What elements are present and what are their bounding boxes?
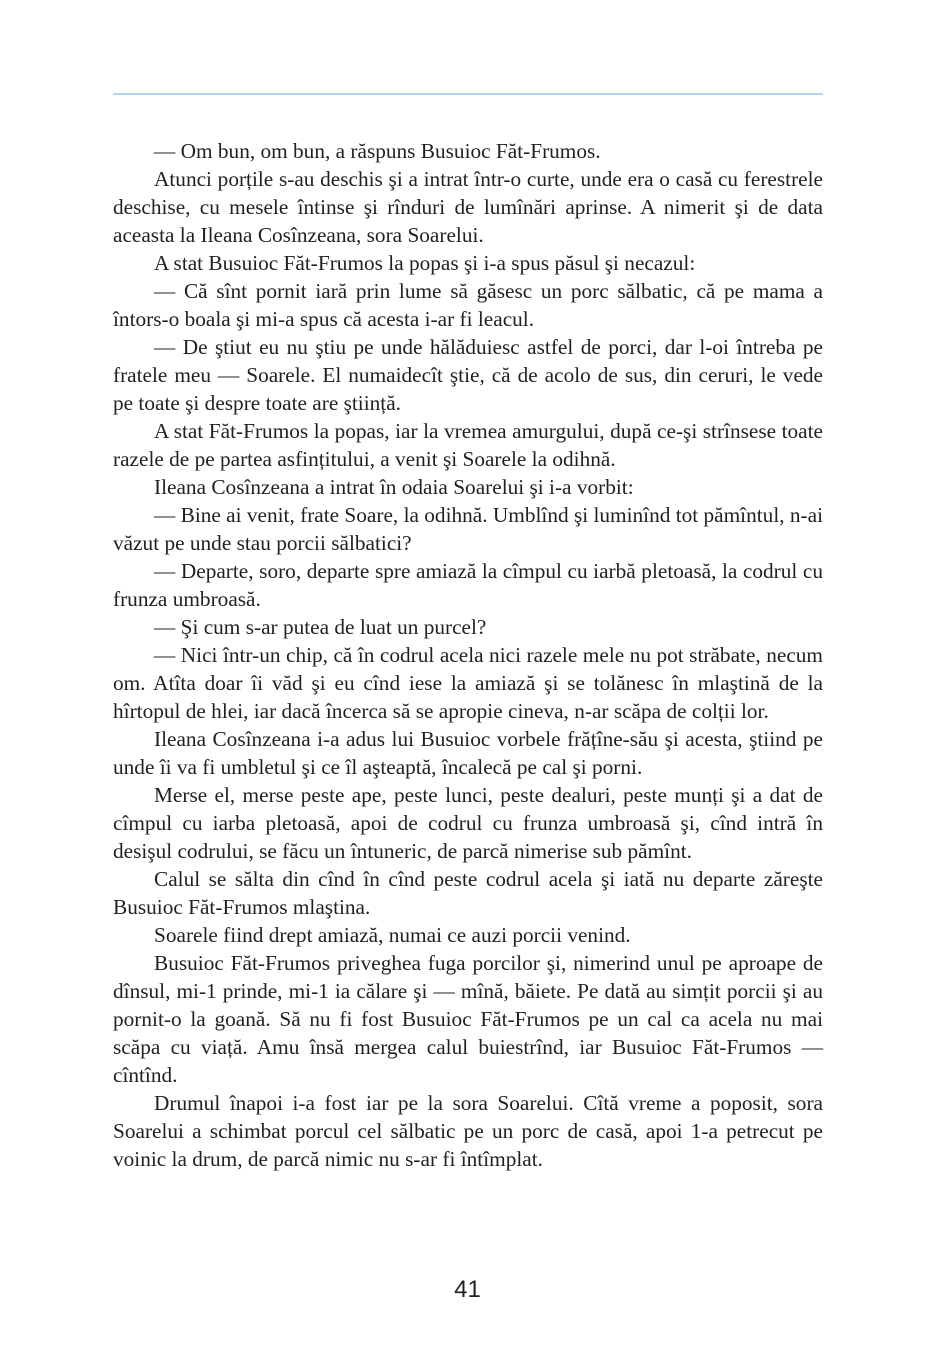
paragraph: Calul se sălta din cînd în cînd peste codrul acela şi iată nu departe zăreşte Busuioc Făt-Frumos mlaştina. [113, 867, 823, 919]
paragraph: — Bine ai venit, frate Soare, la odihnă. Umblînd şi luminînd tot pămîntul, n-ai văzut pe unde stau porcii sălbatici? [113, 503, 823, 555]
header-rule [113, 93, 823, 95]
paragraph: A stat Busuioc Făt-Frumos la popas şi i-a spus păsul şi necazul: [154, 251, 696, 275]
paragraph: Busuioc Făt-Frumos priveghea fuga porcilor şi, nimerind unul pe aproape de dînsul, mi-1 prinde, mi-1 ia călare şi — mînă, băiete. Pe dată au simțit porcii şi au pornit-o la goană. Să nu fi fost Busuioc Făt-Frumos pe un cal ca acela nu mai scăpa cu viață. Amu însă mergea calul buiestrînd, iar Busuioc Făt-Frumos — cîntînd. [113, 951, 823, 1087]
paragraph: A stat Făt-Frumos la popas, iar la vremea amurgului, după ce-şi strînsese toate razele de pe partea asfințitului, a venit şi Soarele la odihnă. [113, 419, 823, 471]
paragraph: Ileana Cosînzeana i-a adus lui Busuioc vorbele frățîne-său şi acesta, ştiind pe unde îi va fi umbletul şi ce îl aşteaptă, încalecă pe cal şi porni. [113, 727, 823, 779]
paragraph: — Că sînt pornit iară prin lume să găsesc un porc sălbatic, că pe mama a întors-o boala şi mi-a spus că acesta i-ar fi leacul. [113, 279, 823, 331]
paragraph: Atunci porțile s-au deschis şi a intrat într-o curte, unde era o casă cu ferestrele deschise, cu mesele întinse şi rînduri de lumînări aprinse. A nimerit şi de data aceasta la Ileana Cosînzeana, sora Soarelui. [113, 167, 823, 247]
paragraph: — Nici într-un chip, că în codrul acela nici razele mele nu pot străbate, necum om. Atîta doar îi văd şi eu cînd iese la amiază şi se tolănesc în mlaştină de la hîrtopul de hlei, iar dacă încerca să se apropie cineva, n-ar scăpa de colții lor. [113, 643, 823, 723]
page-number: 41 [454, 1276, 481, 1303]
paragraph: — De ştiut eu nu ştiu pe unde hălăduiesc astfel de porci, dar l-oi întreba pe fratele meu — Soarele. El numaidecît ştie, că de acolo de sus, din ceruri, le vede pe toate şi despre toate are ştiință. [113, 335, 823, 415]
paragraph: — Om bun, om bun, a răspuns Busuioc Făt-Frumos. [154, 139, 601, 163]
paragraph: Merse el, merse peste ape, peste lunci, peste dealuri, peste munți şi a dat de cîmpul cu iarba pletoasă, apoi de codrul cu frunza umbroasă şi, cînd intră în desişul codrului, se făcu un întuneric, de parcă nimerise sub pămînt. [113, 783, 823, 863]
paragraph: Ileana Cosînzeana a intrat în odaia Soarelui şi i-a vorbit: [154, 475, 634, 499]
paragraph: — Departe, soro, departe spre amiază la cîmpul cu iarbă pletoasă, la codrul cu frunza umbroasă. [113, 559, 823, 611]
paragraph: Soarele fiind drept amiază, numai ce auzi porcii venind. [154, 923, 631, 947]
paragraph: — Şi cum s-ar putea de luat un purcel? [154, 615, 487, 639]
body-text [113, 137, 823, 1173]
paragraph: Drumul înapoi i-a fost iar pe la sora Soarelui. Cîtă vreme a poposit, sora Soarelui a schimbat porcul cel sălbatic pe un porc de casă, apoi 1-a petrecut pe voinic la drum, de parcă nimic nu s-ar fi întîmplat. [113, 1091, 823, 1171]
